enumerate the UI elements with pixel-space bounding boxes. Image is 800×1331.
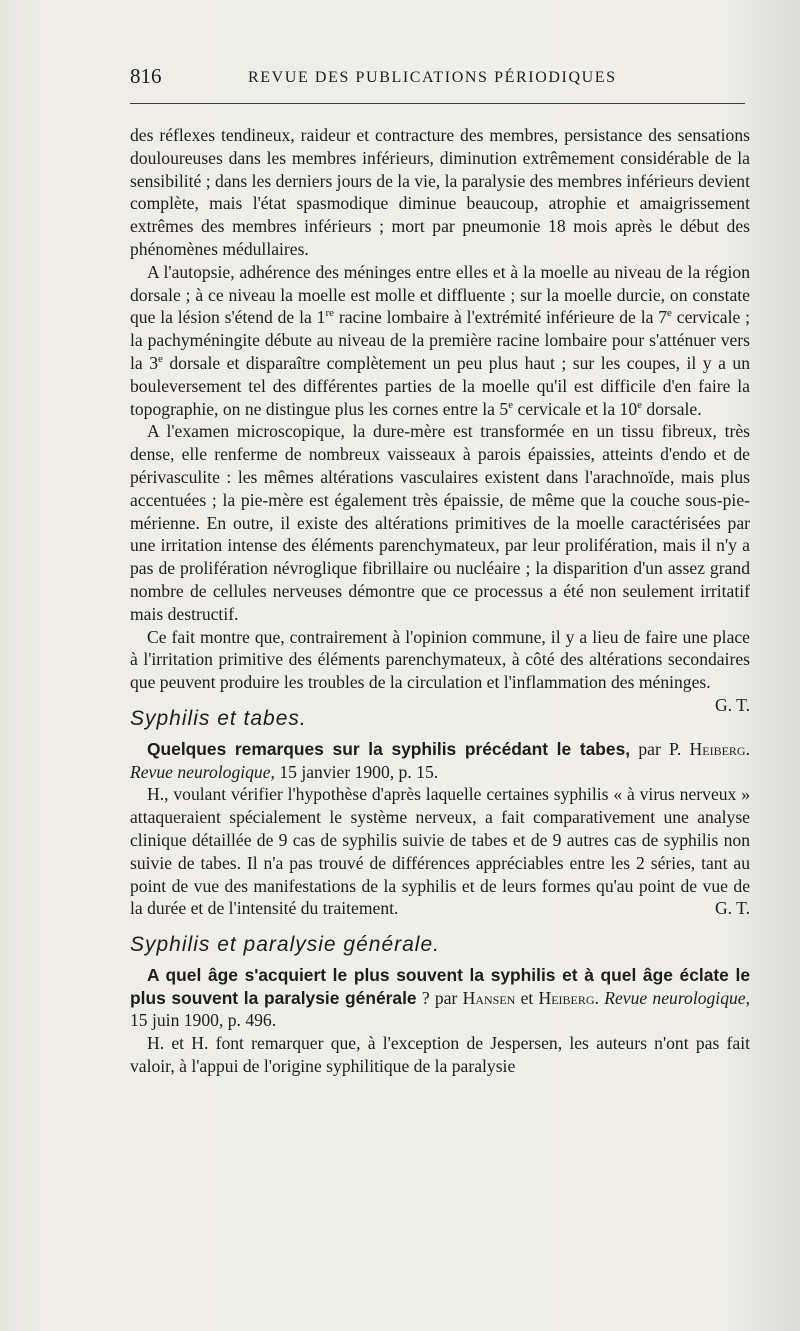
page-number: 816	[130, 64, 162, 88]
publication-date: 15 juin 1900, p. 496.	[130, 1010, 277, 1031]
text-run: dorsale.	[642, 398, 702, 419]
text-run: cervicale ; la pachyméningite débute au niveau de la première racine lombaire pour s'atténuer vers la 3	[130, 307, 750, 373]
superscript: re	[325, 307, 334, 320]
journal-name: Revue neurologique,	[604, 987, 750, 1008]
text-run: par P.	[630, 738, 690, 759]
text-run: .	[745, 738, 750, 759]
author-initials: G. T.	[714, 898, 750, 919]
article-citation	[130, 738, 750, 784]
article-title: A quel âge s'acquiert le plus souvent la syphilis et à quel âge éclate le plus souvent la paralysie générale	[130, 964, 750, 1008]
author-name: Heiberg	[538, 987, 595, 1008]
text-run: A l'autopsie, adhérence des méninges entre elles et à la moelle au niveau de la région dorsale ; à ce niveau la moelle est molle et diffluente ; sur la moelle durcie, on constate que la lésion s'étend de la 1	[130, 261, 750, 328]
superscript: e	[667, 307, 672, 320]
article-citation	[130, 964, 750, 1032]
text-run: ? par	[416, 987, 463, 1008]
text-run: cervicale et la 10	[513, 398, 638, 419]
superscript: e	[508, 398, 514, 411]
article-summary	[130, 783, 750, 920]
paragraph-continued: des réflexes tendineux, raideur et contracture des membres, persistance des sensations douloureuses dans les membres inférieurs, diminution extrêmement considérable de la sensibilité ; dans les derniers jours de la vie, la paralysie des membres inférieurs devient complète, mais l'état spasmodique diminue beaucoup, atrophie et amaigrissement extrêmes des membres inférieurs ; mort par pneumonie 18 mois après le début des phénomènes médullaires.	[130, 125, 750, 259]
page-header	[130, 64, 745, 94]
text-run: racine lombaire à l'extrémité inférieure de la 7	[333, 307, 668, 328]
paragraph-autopsy	[130, 261, 750, 421]
text-run: Ce fait montre que, contrairement à l'opinion commune, il y a lieu de faire une place à l'irritation primitive des éléments parenchymateux, à côté des altérations secondaires que peuvent produire les troubles de la circulation et l'inflammation des méninges.	[130, 626, 750, 693]
paragraph-conclusion	[130, 626, 750, 715]
author-initials: G. T.	[714, 694, 750, 715]
author-name: Hansen	[462, 987, 516, 1008]
journal-name: Revue neurologique,	[130, 761, 275, 782]
section-heading: Syphilis et paralysie générale.	[130, 933, 440, 957]
running-title: REVUE DES PUBLICATIONS PÉRIODIQUES	[248, 69, 617, 86]
text-run: dorsale et disparaître complètement un peu plus haut ; sur les coupes, il y a un bouleversement tel des différentes parties de la moelle qu'il est difficile d'en faire la topographie, on ne distingue plus les cornes entre la 5	[130, 352, 750, 419]
header-rule	[130, 103, 745, 104]
text-run: et	[515, 987, 539, 1008]
superscript: e	[637, 398, 643, 411]
text-run: H., voulant vérifier l'hypothèse d'après laquelle certaines syphilis « à virus nerveux » attaqueraient spécialement le système nerveux, a fait comparativement une analyse clinique détaillée de 9 cas de syphilis suivie de tabes et de 9 autres cas de syphilis non suivie de tabes. Il n'a pas trouvé de différences appréciables entre les 2 séries, tant au point de vue des manifestations de la syphilis et de leurs formes qu'au point de vue de la durée et de l'intensité du traitement.	[130, 784, 750, 919]
author-name: Heiberg	[689, 738, 746, 759]
superscript: e	[158, 353, 163, 366]
article-title: Quelques remarques sur la syphilis précédant le tabes,	[147, 738, 631, 759]
text-run: .	[594, 987, 605, 1008]
body-text	[130, 124, 750, 1078]
section-heading: Syphilis et tabes.	[130, 706, 307, 730]
article-summary: H. et H. font remarquer que, à l'exception de Jespersen, les auteurs n'ont pas fait valoir, à l'appui de l'origine syphilitique de la paralysie	[130, 1033, 750, 1077]
publication-date: 15 janvier 1900, p. 15.	[274, 761, 439, 782]
paragraph-microscopic: A l'examen microscopique, la dure-mère est transformée en un tissu fibreux, très dense, elle renferme de nombreux vaisseaux à parois épaissies, atteints d'endo et de périvasculite : les mêmes altérations vasculaires existent dans l'arachnoïde, mais plus accentuées ; la pie-mère est également très épaissie, de même que la couche sous-pie-mérienne. En outre, il existe des altérations primitives de la moelle caractérisées par une irritation intense des éléments parenchymateux, par leur prolifération, mais il n'y a pas de prolifération névroglique fibrillaire ou nucléaire ; la disparition d'un assez grand nombre de cellules nerveuses démontre que ce processus a été non seulement irritatif mais destructif.	[130, 421, 750, 624]
